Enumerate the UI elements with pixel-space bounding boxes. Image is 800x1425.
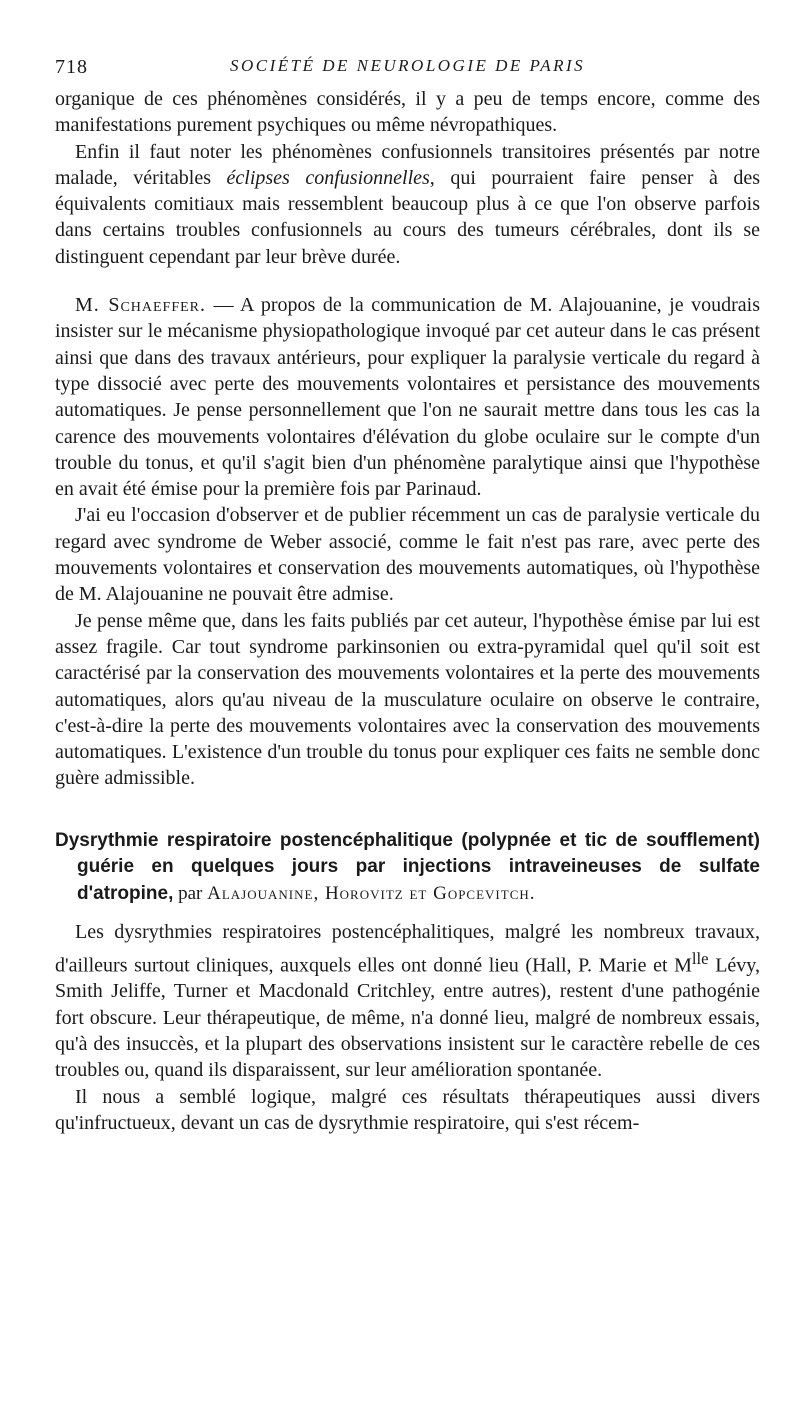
paragraph-schaeffer-remark [55,292,760,502]
book-page [55,52,760,1136]
byline-par: par [173,882,208,904]
text-run: Lévy, Smith Jeliffe, Turner et Macdonald Critchley, entre autres), restent d'une pathogénie fort obscure. Leur thérapeutique, de même, n'a donné lieu, malgré de nombreux essais, qu'à des insuccès, et la plupart des observations insistent sur le caractère rebelle de ces troubles ou, quand ils disparaissent, sur leur amélioration spontanée. [55,954,761,1082]
speaker-name: M. Schaeffer. [75,294,207,317]
article-title: Dysrythmie respiratoire postencéphalitique (polypnée et tic de soufflement) guérie en quelques jours par injections intraveineuses de sulfate d'atropine, [55,829,760,904]
paragraph-continuation: organique de ces phénomènes considérés, il y a peu de temps encore, comme des manifestations purement psychiques ou même névropathiques. [55,88,760,137]
italic-term: éclipses confusionnelles [226,166,430,189]
text-run: Les dysrythmies respiratoires postencéphalitiques, malgré les nombreux travaux, d'ailleurs surtout cliniques, auxquels elles ont donné lieu (Hall, P. Marie et M [55,921,760,977]
paragraph-dysrhythmia-intro [55,919,760,1083]
article-authors: Alajouanine, Horovitz et Gopcevitch. [207,882,536,904]
paragraph-confusional-phenomena [55,139,760,270]
running-head [55,52,760,86]
page-number: 718 [55,56,88,78]
superscript-lle: lle [691,948,709,968]
text-run: — A propos de la communication de M. Alajouanine, je voudrais insister sur le mécanisme physiopathologique invoqué par cet auteur dans le cas présent ainsi que dans des travaux antérieurs, pour expliquer la paralysie verticale du regard à type dissocié avec perte des mouvements volontaires et persistance des mouvements automatiques. Je pense personnellement que l'on ne saurait mettre dans tous les cas la carence des mouvements volontaires d'élévation du globe oculaire sur le compte d'un trouble du tonus, et qu'il s'agit bien d'un phénomène paralytique ainsi que l'hypothèse en avait été émise pour la première fois par Parinaud. [55,294,761,501]
article-title-block [55,828,760,908]
paragraph-weber-case: J'ai eu l'occasion d'observer et de publier récemment un cas de paralysie verticale du regard avec syndrome de Weber associé, comme le fait n'est pas rare, avec perte des mouvements volontaires et conservation des mouvements automatiques, où l'hypothèse de M. Alajouanine ne pouvait être admise. [55,504,760,606]
text-run: , qui pourraient faire penser à des équivalents comitiaux mais ressemblent beaucoup plus à ce que l'on observe parfois dans certains troubles confusionnels au cours des tumeurs cérébrales, dont ils se distinguent cependant par leur brève durée. [55,166,761,268]
paragraph-logic: Il nous a semblé logique, malgré ces résultats thérapeutiques aussi divers qu'infructueux, devant un cas de dysrythmie respiratoire, qui s'est récem- [55,1085,760,1134]
journal-title: SOCIÉTÉ DE NEUROLOGIE DE PARIS [230,56,586,75]
paragraph-hypothesis: Je pense même que, dans les faits publiés par cet auteur, l'hypothèse émise par lui est assez fragile. Car tout syndrome parkinsonien ou extra-pyramidal quel qu'il soit est caractérisé par la conservation des mouvements volontaires et la perte des mouvements automatiques, alors qu'au niveau de la musculature oculaire on observe le contraire, c'est-à-dire la perte des mouvements volontaires avec la conservation des mouvements automatiques. L'existence d'un trouble du tonus pour expliquer ces faits ne semble donc guère admissible. [55,609,760,790]
text-run: Enfin il faut noter les phénomènes confusionnels transitoires présentés par notre malade, véritables [55,140,760,189]
